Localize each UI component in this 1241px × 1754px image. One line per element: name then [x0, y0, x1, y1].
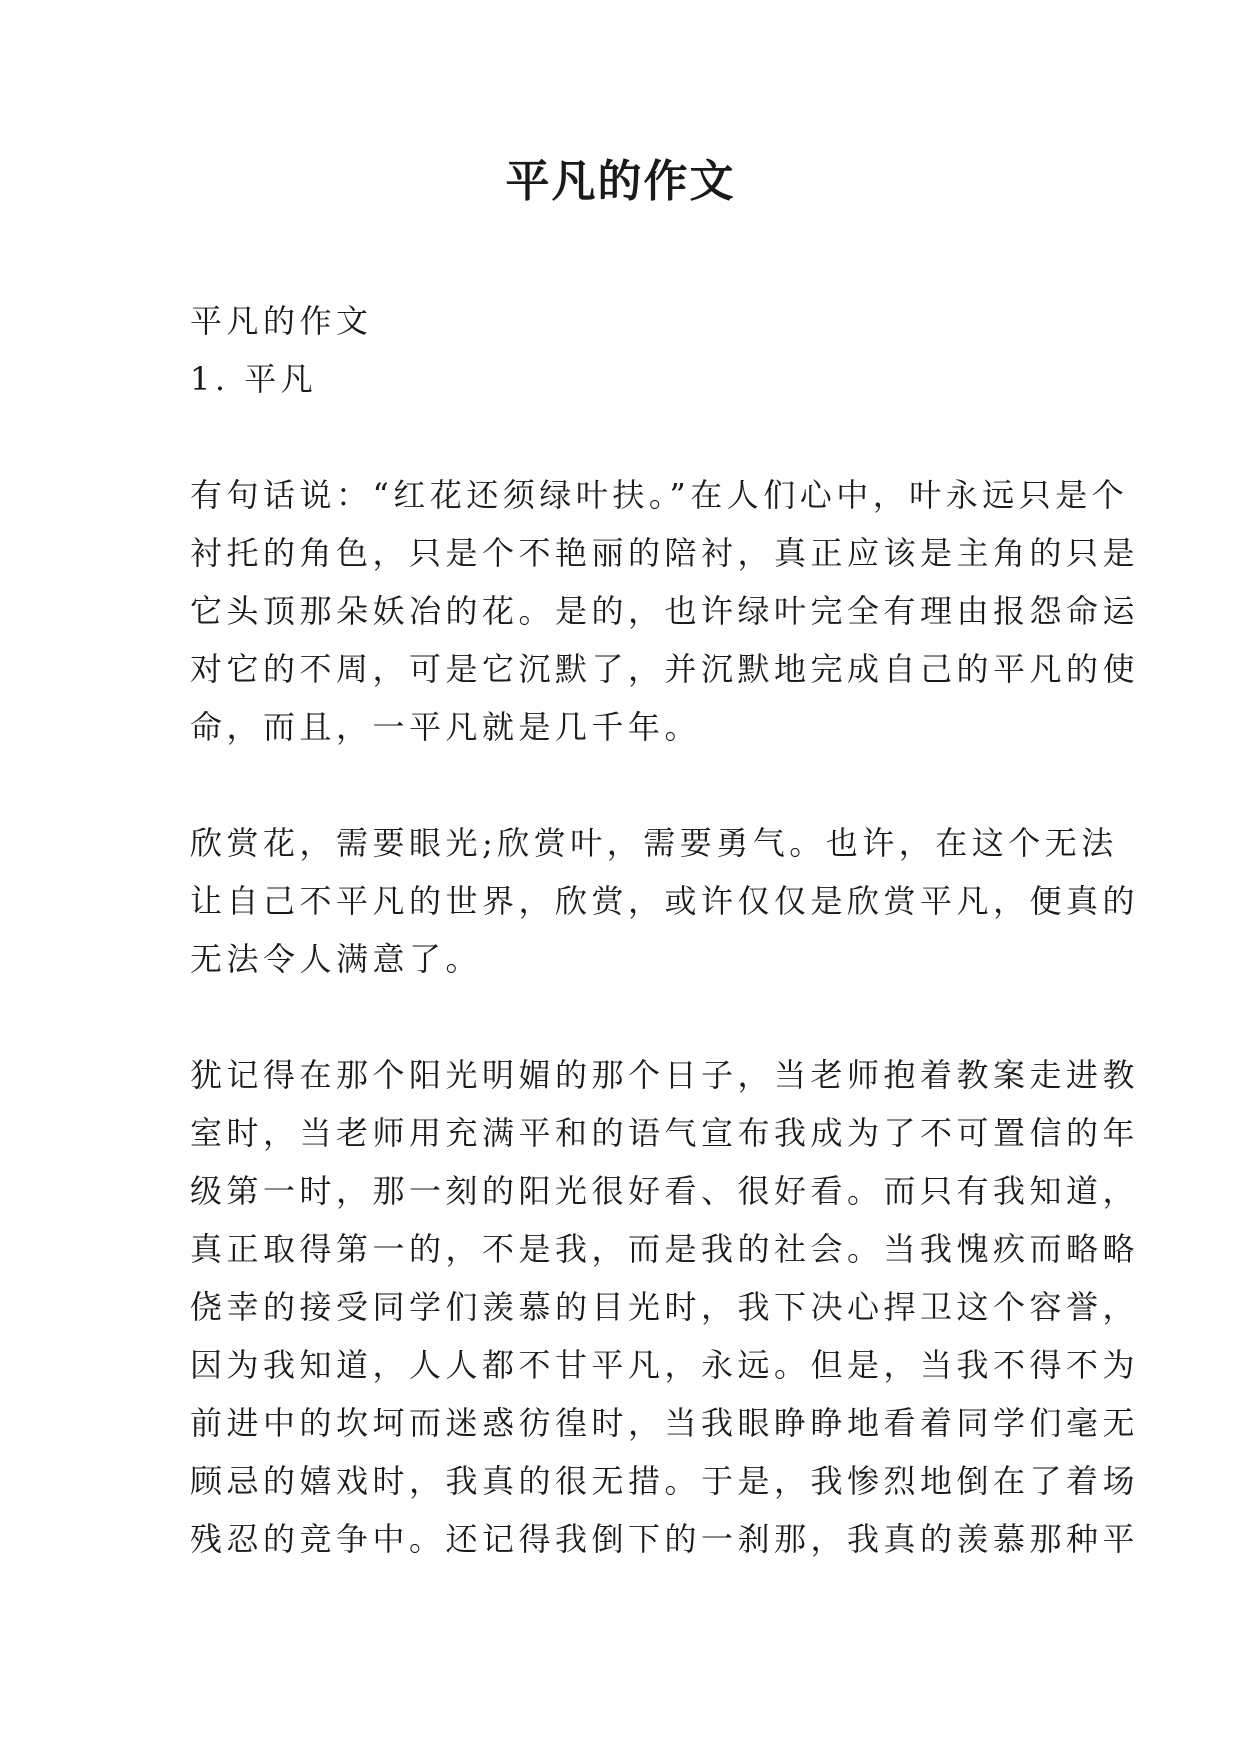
text-line: 因为我知道，人人都不甘平凡，永远。但是，当我不得不为 — [190, 1346, 1140, 1384]
text-line: 让自己不平凡的世界，欣赏，或许仅仅是欣赏平凡，便真的 — [190, 882, 1140, 920]
paragraph-spacer — [190, 756, 1055, 814]
text-line: 残忍的竞争中。还记得我倒下的一刹那，我真的羡慕那种平 — [190, 1520, 1140, 1558]
paragraph-spacer — [190, 988, 1055, 1046]
text-line: 有句话说：“红花还须绿叶扶。”在人们心中，叶永远只是个 — [190, 476, 1129, 514]
paragraph-2 — [190, 814, 1140, 988]
text-line: 室时，当老师用充满平和的语气宣布我成为了不可置信的年 — [190, 1114, 1140, 1152]
text-line: 犹记得在那个阳光明媚的那个日子，当老师抱着教案走进教 — [190, 1056, 1140, 1094]
text-line: 无法令人满意了。 — [190, 940, 483, 978]
document-title: 平凡的作文 — [505, 156, 736, 207]
text-line: 级第一时，那一刻的阳光很好看、很好看。而只有我知道， — [190, 1172, 1140, 1210]
text-line: 欣赏花，需要眼光;欣赏叶，需要勇气。也许，在这个无法 — [190, 824, 1118, 862]
paragraph-1 — [190, 466, 1140, 756]
text-line: 顾忌的嬉戏时，我真的很无措。于是，我惨烈地倒在了着场 — [190, 1462, 1140, 1500]
text-line: 衬托的角色，只是个不艳丽的陪衬，真正应该是主角的只是 — [190, 534, 1140, 572]
text-line: 对它的不周，可是它沉默了，并沉默地完成自己的平凡的使 — [190, 650, 1140, 688]
text-line: 前进中的坎坷而迷惑彷徨时，当我眼睁睁地看着同学们毫无 — [190, 1404, 1140, 1442]
text-line: 它头顶那朵妖冶的花。是的，也许绿叶完全有理由报怨命运 — [190, 592, 1140, 630]
text-line: 真正取得第一的，不是我，而是我的社会。当我愧疚而略略 — [190, 1230, 1140, 1268]
text-line: 命，而且，一平凡就是几千年。 — [190, 708, 702, 746]
section-heading: 1. 平凡 — [190, 360, 318, 398]
paragraph-spacer — [190, 408, 1055, 466]
document-body — [190, 292, 1140, 1568]
paragraph-3 — [190, 1046, 1140, 1568]
document-heading: 平凡的作文 — [190, 302, 373, 340]
text-line: 侥幸的接受同学们羡慕的目光时，我下决心捍卫这个容誉， — [190, 1288, 1140, 1326]
